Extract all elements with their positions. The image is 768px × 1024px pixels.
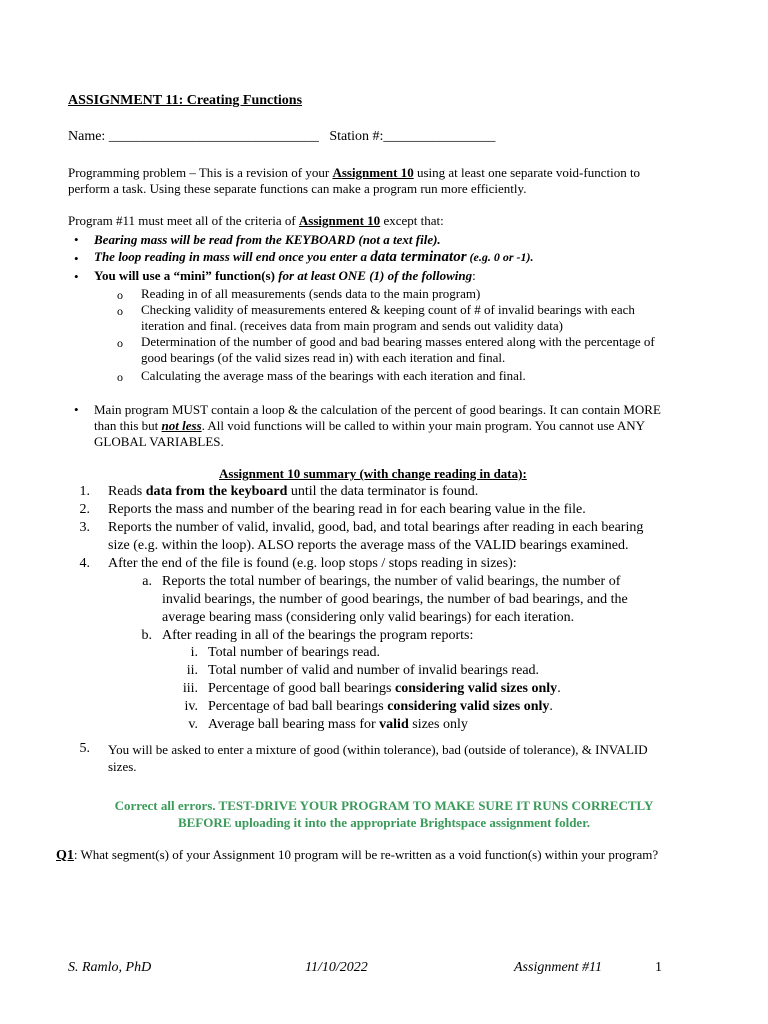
list-number: 4. — [79, 556, 90, 571]
data-terminator-emphasis: data terminator — [370, 249, 467, 265]
summary-item-4a-cont-2: average bearing mass (considering only valid bearings) for each iteration. — [162, 610, 575, 625]
sub-bullet-icon: o — [117, 370, 123, 384]
summary-item-5: You will be asked to enter a mixture of good (within tolerance), bad (outside of tolerance), & INVALID — [108, 742, 648, 757]
bullet2-text-a: The loop reading in mass will end once you enter a — [94, 249, 371, 264]
bullet-icon: • — [74, 269, 79, 284]
question-text: : What segment(s) of your Assignment 10 program will be re-written as a void function(s) within your program? — [73, 847, 659, 862]
list-number: 2. — [79, 502, 90, 517]
sub-item-1: Reading in of all measurements (sends data to the main program) — [141, 286, 481, 301]
intro-line-2: perform a task. Using these separate functions can make a program run more efficiently. — [68, 181, 527, 196]
summary-item-2: Reports the mass and number of the bearing read in for each bearing value in the file. — [108, 502, 586, 517]
criteria-bullet-1: Bearing mass will be read from the KEYBOARD (not a text file). — [94, 232, 441, 247]
list-roman: iii. — [182, 681, 198, 696]
sub-item-4: Calculating the average mass of the bearings with each iteration and final. — [141, 368, 526, 383]
summary-item-4a-cont-1: invalid bearings, the number of good bearings, the number of bad bearings, and the — [162, 592, 628, 607]
assignment-10-ref: Assignment 10 — [332, 165, 414, 180]
roman-iii-c: . — [557, 681, 561, 696]
station-blank: ________________ — [383, 129, 496, 144]
criteria-lead-b: except that: — [380, 213, 444, 228]
bullet-icon: • — [74, 251, 79, 266]
intro-text-a: Programming problem – This is a revision of your — [68, 165, 333, 180]
criteria-lead-a: Program #11 must meet all of the criteria of — [68, 213, 299, 228]
intro-line-1 — [68, 165, 640, 181]
criteria-bullet-3 — [94, 268, 476, 284]
summary-roman-v — [208, 717, 468, 733]
footer-page-number: 1 — [655, 960, 662, 975]
summary-item-3: Reports the number of valid, invalid, good, bad, and total bearings after reading in each bearing — [108, 520, 644, 535]
sub-item-3: Determination of the number of good and bad bearing masses entered along with the percentage of — [141, 334, 655, 349]
roman-iv-a: Percentage of bad ball bearings — [208, 699, 388, 714]
list-number: 5. — [79, 741, 90, 756]
notice-line-2: BEFORE uploading it into the appropriate Brightspace assignment folder. — [177, 815, 591, 830]
roman-v-c: sizes only — [408, 717, 468, 732]
footer-assignment: Assignment #11 — [514, 960, 603, 975]
page-title: ASSIGNMENT 11: Creating Functions — [68, 93, 303, 108]
bullet2-text-b: (e.g. 0 or -1). — [466, 250, 534, 264]
summary-item-4b: After reading in all of the bearings the program reports: — [162, 628, 474, 643]
list-letter: a. — [142, 574, 152, 589]
summary-roman-iii — [208, 681, 561, 697]
criteria-lead — [68, 213, 444, 229]
not-less-emphasis: not less — [161, 418, 202, 433]
sub-item-2: Checking validity of measurements entered & keeping count of # of invalid bearings with each — [141, 302, 635, 317]
footer-author: S. Ramlo, PhD — [68, 960, 152, 975]
sub-bullet-icon: o — [117, 336, 123, 350]
sub-item-2-cont: iteration and final. (receives data from main program and sends out validity data) — [141, 318, 563, 333]
list-roman: i. — [190, 645, 198, 660]
bullet-icon: • — [74, 402, 79, 417]
list-roman: ii. — [186, 663, 198, 678]
criteria-bullet-2 — [94, 249, 534, 266]
main-program-line-3: GLOBAL VARIABLES. — [94, 434, 224, 449]
roman-iv-c: . — [549, 699, 553, 714]
list-roman: v. — [188, 717, 198, 732]
bullet3-text-a: You will use a “mini” function(s) — [94, 268, 275, 283]
sub-item-3-cont: good bearings (of the valid sizes read in) with each iteration and final. — [141, 350, 506, 365]
main-b1: than this but — [94, 418, 162, 433]
bullet3-text-b: for at least ONE (1) of the following — [274, 268, 473, 283]
item1-keyboard-emphasis: data from the keyboard — [145, 484, 288, 499]
question-1 — [56, 847, 658, 864]
roman-iii-a: Percentage of good ball bearings — [208, 681, 395, 696]
name-label: Name: — [68, 129, 106, 144]
intro-text-b: using at least one separate void-function to — [413, 165, 641, 180]
bullet-icon: • — [74, 232, 79, 247]
criteria-assignment-10-ref: Assignment 10 — [298, 213, 381, 228]
name-station-line — [68, 129, 495, 145]
sub-bullet-icon: o — [117, 304, 123, 318]
item1-c: until the data terminator is found. — [287, 484, 479, 499]
station-label: Station #: — [329, 129, 384, 144]
notice-line-1: Correct all errors. TEST-DRIVE YOUR PROGRAM TO MAKE SURE IT RUNS CORRECTLY — [114, 798, 654, 813]
roman-v-a: Average ball bearing mass for — [208, 717, 380, 732]
name-blank: ______________________________ — [108, 129, 319, 144]
item1-a: Reads — [108, 484, 146, 499]
sub-bullet-icon: o — [117, 288, 123, 302]
main-program-line-2 — [94, 418, 645, 434]
summary-roman-i: Total number of bearings read. — [208, 645, 381, 660]
list-number: 1. — [79, 484, 90, 499]
question-label: Q1 — [56, 848, 74, 863]
summary-item-4a: Reports the total number of bearings, the number of valid bearings, the number of — [162, 574, 621, 589]
roman-iii-emphasis: considering valid sizes only — [395, 681, 558, 696]
main-b2: . All void functions will be called to within your main program. You cannot use ANY — [201, 418, 646, 433]
summary-roman-ii: Total number of valid and number of invalid bearings read. — [208, 663, 540, 678]
roman-iv-emphasis: considering valid sizes only — [387, 699, 550, 714]
footer-date: 11/10/2022 — [305, 960, 368, 975]
list-letter: b. — [141, 628, 152, 643]
list-roman: iv. — [184, 699, 198, 714]
summary-roman-iv — [208, 699, 553, 715]
main-program-line-1: Main program MUST contain a loop & the calculation of the percent of good bearings. It can contain MORE — [94, 402, 661, 417]
summary-item-5-cont: sizes. — [108, 759, 137, 774]
roman-v-emphasis: valid — [379, 717, 409, 732]
summary-item-1 — [108, 484, 478, 500]
bullet3-text-c: : — [472, 268, 476, 283]
summary-item-4: After the end of the file is found (e.g. loop stops / stops reading in sizes): — [108, 556, 517, 571]
summary-heading: Assignment 10 summary (with change reading in data): — [219, 466, 527, 481]
list-number: 3. — [79, 520, 90, 535]
summary-item-3-cont: size (e.g. within the loop). ALSO reports the average mass of the VALID bearings examined. — [108, 538, 629, 553]
